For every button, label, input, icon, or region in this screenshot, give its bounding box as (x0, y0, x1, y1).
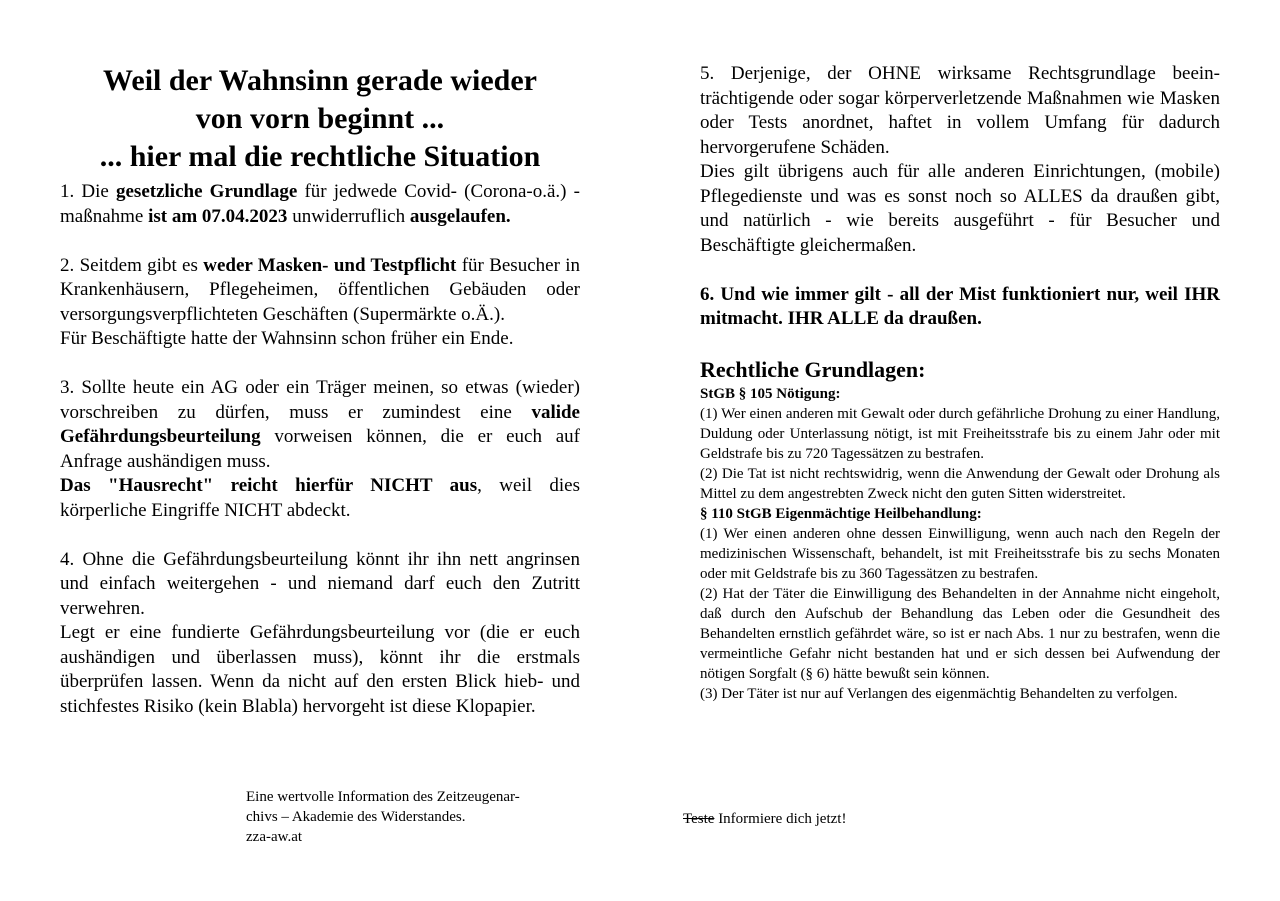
p3-text: 3. Sollte heute ein AG oder ein Träger meinen, so etwas (wieder) vorschreiben zu dürfen, muss er zumindest eine (60, 377, 580, 423)
paragraph-2 (60, 254, 580, 328)
s105-para-2: (2) Die Tat ist nicht rechtswidrig, wenn die Anwendung der Gewalt oder Drohung als Mittel zu dem angestrebten Zweck nicht den guten Sitten widerstreitet. (700, 466, 1220, 502)
p1-text: für jedwede Covid- (Corona-o.ä.) -maßnahme (60, 181, 580, 227)
p2-bold: weder Masken- und Testpflicht (203, 254, 457, 276)
paragraph-3b (60, 474, 580, 523)
paragraph-6 (700, 283, 1220, 332)
legal-heading: Rechtliche Grundlagen: (700, 357, 926, 382)
s105-para-1: (1) Wer einen anderen mit Gewalt oder durch gefährliche Drohung zu einer Handlung, Duldung oder Unterlassung nötigt, ist mit Freiheitsstrafe bis zu einem Jahr oder mit Geldstrafe bis zu 720 Tagessätzen zu bestrafen. (700, 406, 1220, 462)
p3b-bold: Das "Hausrecht" reicht hierfür NICHT aus (60, 475, 478, 496)
p3b-text: , weil dies körperliche Eingriffe NICHT abdeckt. (60, 475, 580, 521)
paragraph-5: 5. Derjenige, der OHNE wirksame Rechtsgrundlage beeinträchtigende oder sogar körperverletzende Maßnahmen wie Masken oder Tests anordnet, haftet in vollem Umfang für dadurch hervorgerufene Schäden. (700, 63, 1220, 158)
p1-bold: gesetzliche Grundlage (116, 181, 298, 202)
paragraph-3 (60, 376, 580, 474)
paragraph-4: 4. Ohne die Gefährdungsbeurteilung könnt ihr ihn nett angrinsen und einfach weitergehen - und niemand darf euch den Zutritt verwehren. (60, 548, 580, 619)
title-line-1: Weil der Wahnsinn gerade wieder (103, 64, 537, 97)
paragraph-2b: Für Beschäftigte hatte der Wahnsinn schon früher ein Ende. (60, 328, 514, 349)
p3-bold: valide Gefährdungsbeurteilung (60, 401, 580, 447)
struck-word: Teste (683, 811, 715, 827)
paragraph-1 (60, 180, 580, 229)
s105-heading: StGB § 105 Nötigung: (700, 386, 841, 402)
p3-text: vorweisen können, die er euch auf Anfrage aushändigen muss. (60, 426, 580, 472)
p6-bold: 6. Und wie immer gilt - all der Mist funktioniert nur, weil IHR mitmacht. IHR ALLE da draußen. (700, 283, 1220, 329)
p1-bold: ausgelaufen. (409, 205, 511, 227)
title-line-3: ... hier mal die rechtliche Situation (99, 140, 541, 173)
s110-para-2: (2) Hat der Täter die Einwilligung des Behandelten in der Annahme nicht eingeholt, daß durch den Aufschub der Behandlung das Leben oder die Gesundheit des Behandelten ernstlich gefährdet wäre, so ist er nach Abs. 1 nur zu bestrafen, wenn die vermeintliche Gefahr nicht bestanden hat und er sich dessen bei Aufwendung der nötigen Sorgfalt (§ 6) hätte bewußt sein können. (700, 586, 1220, 682)
page-title (60, 62, 580, 176)
s110-para-1: (1) Wer einen anderen ohne dessen Einwilligung, wenn auch nach den Regeln der medizinischen Wissenschaft, behandelt, ist mit Freiheitsstrafe bis zu sechs Monaten oder mit Geldstrafe bis zu 360 Tagessätzen zu bestrafen. (700, 526, 1220, 582)
s110-para-3: (3) Der Täter ist nur auf Verlangen des eigenmächtig Behandelten zu verfolgen. (700, 686, 1178, 702)
left-column (60, 62, 580, 719)
paragraph-5b: Dies gilt übrigens auch für alle anderen Einrichtungen, (mobile) Pflegedienste und was es sonst noch so ALLES da draußen gibt, und natürlich - wie bereits ausgeführt - für Besucher und Beschäftigte gleichermaßen. (700, 161, 1220, 256)
p2-text: 2. Seitdem gibt es (60, 254, 204, 276)
p1-text: unwiderruflich (287, 205, 410, 227)
source-url: zza-aw.at (246, 829, 303, 845)
p1-text: 1. Die (60, 181, 116, 202)
source-line-2: chivs – Akademie des Widerstandes. (246, 809, 466, 825)
paragraph-4b: Legt er eine fundierte Gefährdungsbeurteilung vor (die er euch aushändigen und überlassen muss), könnt ihr die erstmals überprüfen lassen. Wenn da nicht auf den ersten Blick hieb- und stichfestes Risiko (kein Blabla) hervorgeht ist diese Klopapier. (60, 622, 580, 717)
title-line-2: von vorn beginnt ... (195, 102, 445, 135)
p2-text: für Besucher in Krankenhäusern, Pflegeheimen, öffentlichen Gebäuden oder versorgungsverpflichteten Geschäften (Supermärkte o.Ä.). (60, 254, 580, 325)
source-note (246, 787, 586, 847)
source-line-1: Eine wertvolle Information des Zeitzeugenar- (246, 789, 520, 805)
footer-note (683, 809, 846, 829)
p1-bold-date: ist am 07.04.2023 (148, 205, 288, 227)
footer-text: Informiere dich jetzt! (714, 811, 847, 827)
right-column (700, 62, 1220, 704)
s110-heading: § 110 StGB Eigenmächtige Heilbehandlung: (700, 506, 982, 522)
